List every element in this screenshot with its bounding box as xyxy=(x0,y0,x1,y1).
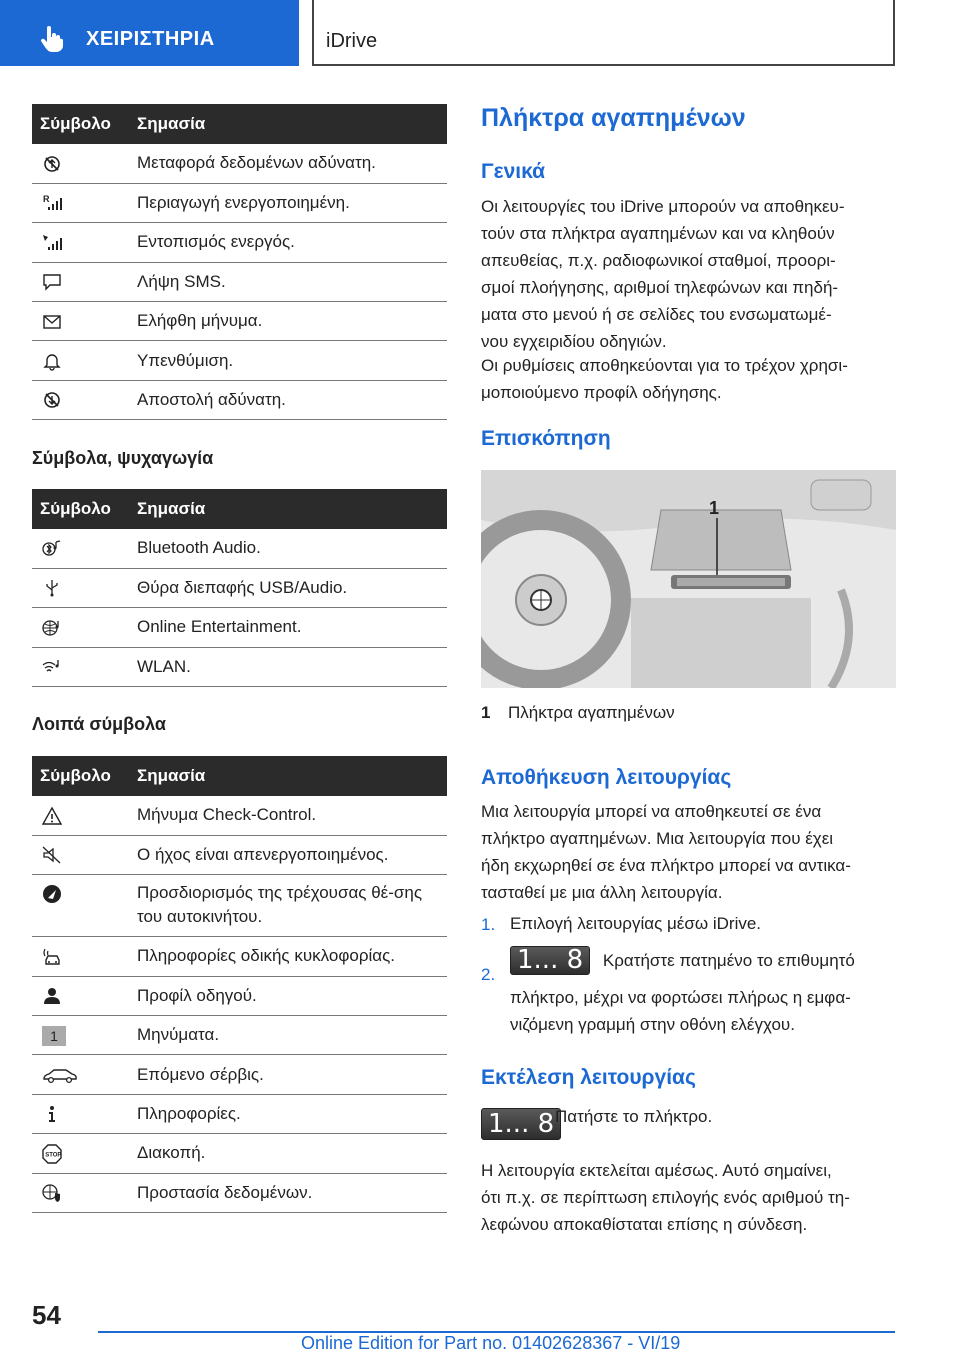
heading-overview: Επισκόπηση xyxy=(481,427,611,450)
caption-text: Πλήκτρα αγαπημένων xyxy=(508,703,675,722)
text-line: σμοί πλοήγησης, αριθμοί τηλεφώνων και πηδή- xyxy=(481,278,839,297)
table-row xyxy=(32,529,447,568)
page-title: Πλήκτρα αγαπημένων xyxy=(481,104,746,132)
section-title-entertainment: Σύμβολα, ψυχαγωγία xyxy=(32,448,214,468)
roaming-icon xyxy=(42,193,62,213)
row-text: Εντοπισμός ενεργός. xyxy=(129,223,447,262)
row-text: Υπενθύμιση. xyxy=(129,341,447,380)
execute-instruction: Πατήστε το πλήκτρο. xyxy=(555,1107,713,1126)
footer-edition: Online Edition for Part no. 01402628367 - VI/19 xyxy=(301,1333,681,1353)
table-row xyxy=(32,1094,447,1133)
dashboard-illustration xyxy=(481,470,896,688)
col-meaning: Σημασία xyxy=(129,489,447,529)
table-row xyxy=(32,144,447,183)
text-line: πλήκτρο αγαπημένων. Μια λειτουργία που έχει xyxy=(481,829,834,848)
row-text: Προστασία δεδομένων. xyxy=(129,1173,447,1212)
general-paragraph-2 xyxy=(481,352,901,406)
text-line: μοποιούμενο προφίλ οδήγησης. xyxy=(481,383,722,402)
row-text: Αποστολή αδύνατη. xyxy=(129,380,447,419)
dashboard-photo xyxy=(481,470,896,688)
text-line: ματα στο μενού ή σε σελίδες του ενσωματωμέ- xyxy=(481,305,832,324)
col-meaning: Σημασία xyxy=(129,104,447,144)
table-row xyxy=(32,302,447,341)
chapter-title: iDrive xyxy=(326,30,378,52)
messages-icon: 1 xyxy=(42,1026,66,1046)
table-row xyxy=(32,223,447,262)
svg-text:STOP: STOP xyxy=(45,1152,62,1159)
table-row xyxy=(32,875,447,937)
heading-general: Γενικά xyxy=(481,160,546,183)
table-row xyxy=(32,608,447,647)
col-meaning: Σημασία xyxy=(129,756,447,796)
table-row xyxy=(32,647,447,686)
row-text: Πληροφορίες οδικής κυκλοφορίας. xyxy=(129,937,447,976)
step-2-number: 2. xyxy=(481,965,496,984)
row-text: Διακοπή. xyxy=(129,1134,447,1173)
table-row xyxy=(32,341,447,380)
location-signal-icon xyxy=(42,233,62,253)
photo-callout: 1 xyxy=(709,498,720,518)
col-symbol: Σύμβολο xyxy=(32,104,129,144)
mute-icon xyxy=(42,845,62,865)
table-row xyxy=(32,937,447,976)
data-protection-icon xyxy=(42,1183,62,1203)
envelope-icon xyxy=(42,312,62,332)
warning-icon xyxy=(42,806,62,826)
row-text: Μήνυμα Check-Control. xyxy=(129,796,447,835)
row-text: Θύρα διεπαφής USB/Audio. xyxy=(129,568,447,607)
execute-paragraph xyxy=(481,1157,901,1238)
symbols-table-status xyxy=(32,104,447,420)
caption-number: 1 xyxy=(481,703,491,722)
heading-execute: Εκτέλεση λειτουργίας xyxy=(481,1066,696,1089)
table-row xyxy=(32,796,447,835)
chapter-header xyxy=(312,0,895,66)
row-text: WLAN. xyxy=(129,647,447,686)
wlan-icon xyxy=(42,657,62,677)
table-row xyxy=(32,1016,447,1055)
traffic-info-icon xyxy=(42,947,62,967)
stop-icon xyxy=(42,1144,62,1164)
online-entertainment-icon xyxy=(42,618,62,638)
info-icon xyxy=(42,1104,62,1124)
text-line: ότι π.χ. σε περίπτωση επιλογής ενός αριθμού τη- xyxy=(481,1188,850,1207)
text-line: Η λειτουργία εκτελείται αμέσως. Αυτό σημαίνει, xyxy=(481,1161,832,1180)
general-paragraph-1 xyxy=(481,193,901,355)
row-text-line: Προσδιορισμός της τρέχουσας θέ-σης του αυτοκινήτου. xyxy=(137,883,423,927)
table-row xyxy=(32,835,447,874)
row-text: Προφίλ οδηγού. xyxy=(129,976,447,1015)
text-line: τασταθεί με μια άλλη λειτουργία. xyxy=(481,883,723,902)
heading-store: Αποθήκευση λειτουργίας xyxy=(481,766,732,789)
symbols-table-entertainment xyxy=(32,489,447,687)
table-row xyxy=(32,183,447,222)
row-text: Ο ήχος είναι απενεργοποιημένος. xyxy=(129,835,447,874)
row-text: Μηνύματα. xyxy=(129,1016,447,1055)
sms-icon xyxy=(42,272,62,292)
execute-key xyxy=(481,1108,561,1140)
hand-pointer-icon xyxy=(40,26,64,52)
row-text: Μεταφορά δεδομένων αδύνατη. xyxy=(129,144,447,183)
col-symbol: Σύμβολο xyxy=(32,756,129,796)
location-icon xyxy=(42,884,62,904)
row-text xyxy=(129,875,447,937)
step-1-number: 1. xyxy=(481,915,496,934)
text-line: Οι λειτουργίες του iDrive μπορούν να αποθηκευ- xyxy=(481,197,845,216)
text-line: Κρατήστε πατημένο το επιθυμητό xyxy=(602,951,855,971)
table-row xyxy=(32,1134,447,1173)
data-transfer-blocked-icon xyxy=(42,154,62,174)
page-number: 54 xyxy=(32,1300,61,1330)
text-line: λεφώνου αποκαθίσταται επίσης η σύνδεση. xyxy=(481,1215,808,1234)
text-line: απευθείας, π.χ. ραδιοφωνικοί σταθμοί, προορι- xyxy=(481,251,836,270)
table-row xyxy=(32,380,447,419)
col-symbol: Σύμβολο xyxy=(32,489,129,529)
section-title: ΧΕΙΡΙΣΤΗΡΙΑ xyxy=(86,28,215,50)
bell-icon xyxy=(42,351,62,371)
text-line: πλήκτρο, μέχρι να φορτώσει πλήρως η εμφα- xyxy=(510,988,851,1007)
step-1-text: Επιλογή λειτουργίας μέσω iDrive. xyxy=(510,914,762,933)
text-line: Οι ρυθμίσεις αποθηκεύονται για το τρέχον χρησι- xyxy=(481,356,848,375)
section-tab[interactable] xyxy=(0,0,299,66)
row-text: Λήψη SMS. xyxy=(129,262,447,301)
bluetooth-audio-icon xyxy=(42,539,62,559)
usb-icon xyxy=(42,578,62,598)
table-row xyxy=(32,262,447,301)
text-line: τούν στα πλήκτρα αγαπημένων και να κληθούν xyxy=(481,224,835,243)
text-line: Μια λειτουργία μπορεί να αποθηκευτεί σε ένα xyxy=(481,802,822,821)
section-title-other: Λοιπά σύμβολα xyxy=(32,714,166,734)
row-text: Περιαγωγή ενεργοποιημένη. xyxy=(129,183,447,222)
driver-profile-icon xyxy=(42,986,62,1006)
table-row xyxy=(32,1173,447,1212)
text-line: νιζόμενη γραμμή στην οθόνη ελέγχου. xyxy=(510,1015,795,1034)
row-text: Online Entertainment. xyxy=(129,608,447,647)
text-line: ήδη εκχωρηθεί σε ένα πλήκτρο μπορεί να αντικα- xyxy=(481,856,851,875)
favorite-key-icon: 1... 8 xyxy=(510,946,590,975)
table-row xyxy=(32,568,447,607)
car-service-icon xyxy=(42,1065,78,1085)
svg-text:R: R xyxy=(43,194,50,205)
row-text: Bluetooth Audio. xyxy=(129,529,447,568)
store-paragraph xyxy=(481,798,901,906)
send-blocked-icon xyxy=(42,390,62,410)
table-row xyxy=(32,1055,447,1094)
row-text: Επόμενο σέρβις. xyxy=(129,1055,447,1094)
table-row xyxy=(32,976,447,1015)
symbols-table-other xyxy=(32,756,447,1213)
row-text: Πληροφορίες. xyxy=(129,1094,447,1133)
text-line: νου εγχειριδίου οδηγιών. xyxy=(481,332,667,351)
step-2-text xyxy=(510,946,900,1038)
row-text: Ελήφθη μήνυμα. xyxy=(129,302,447,341)
favorite-key-icon: 1... 8 xyxy=(481,1108,561,1140)
